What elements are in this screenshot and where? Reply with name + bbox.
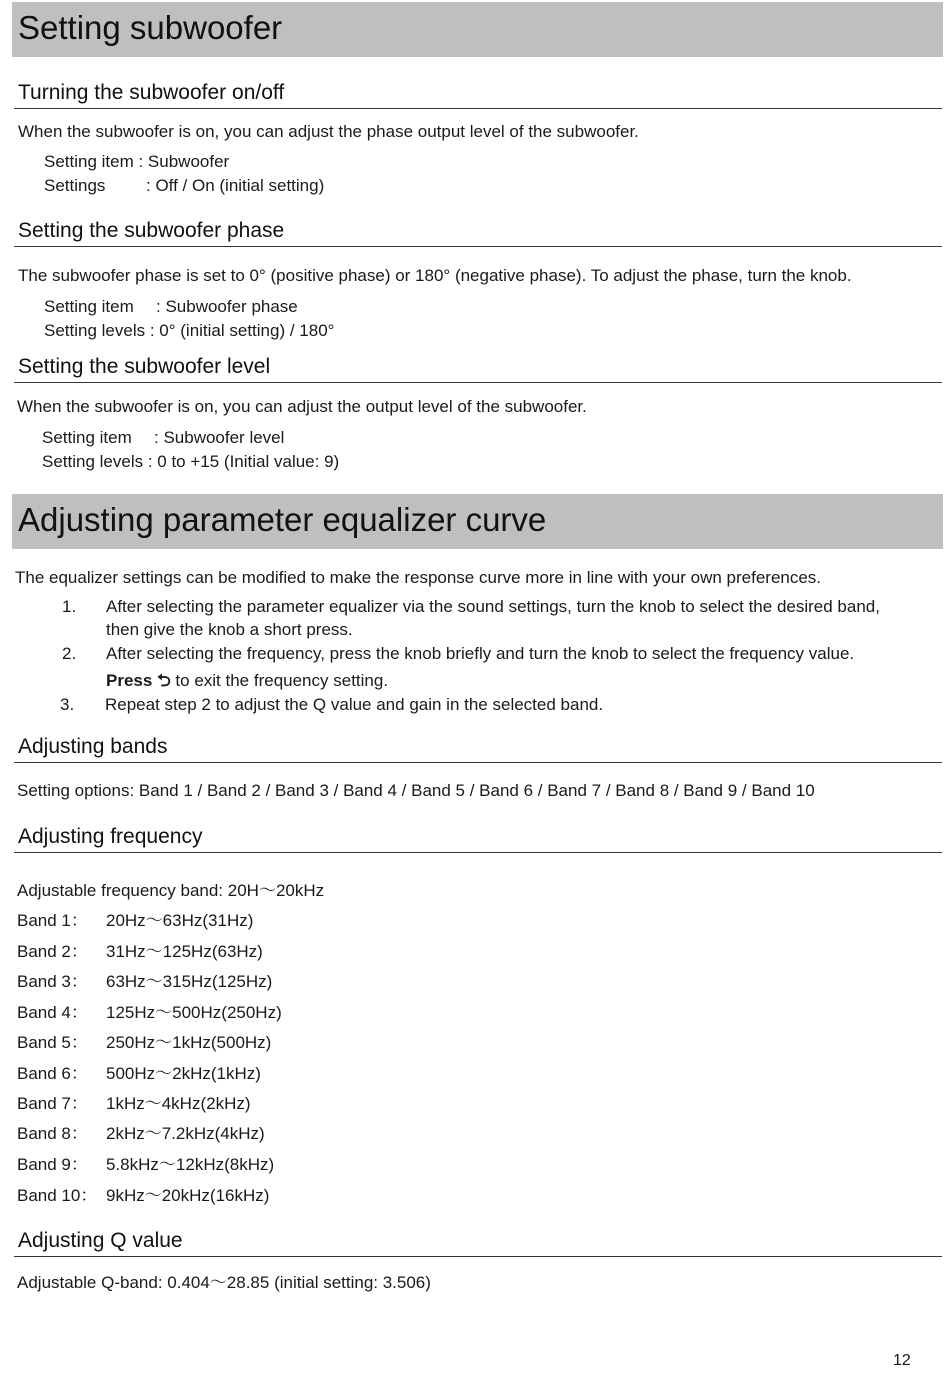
heading-text: Adjusting bands: [18, 735, 168, 758]
band-value: 31Hz～125Hz(63Hz): [106, 942, 263, 961]
heading-text: Turning the subwoofer on/off: [18, 81, 285, 104]
frequency-range: Adjustable frequency band: 20H～20kHz: [17, 881, 325, 900]
heading-text: Adjusting Q value: [18, 1229, 183, 1252]
band-label: Band 8：: [17, 1124, 88, 1143]
section-banner-subwoofer: [12, 2, 943, 57]
step-1-line-2: then give the knob a short press.: [106, 620, 353, 639]
band-label: Band 1：: [17, 911, 88, 930]
step-number: 2.: [62, 644, 77, 663]
band-value: 250Hz～1kHz(500Hz): [106, 1033, 272, 1052]
band-label: Band 7：: [17, 1094, 88, 1113]
phase-item-label: Setting item: [44, 297, 134, 316]
band-value: 500Hz～2kHz(1kHz): [106, 1064, 261, 1083]
band-value: 5.8kHz～12kHz(8kHz): [106, 1155, 275, 1174]
band-value: 20Hz～63Hz(31Hz): [106, 911, 254, 930]
band-label: Band 6：: [17, 1064, 88, 1083]
phase-levels: Setting levels : 0° (initial setting) / 180°: [44, 321, 335, 340]
return-icon: ⮌: [157, 671, 171, 690]
band-value: 63Hz～315Hz(125Hz): [106, 972, 273, 991]
level-intro: When the subwoofer is on, you can adjust the output level of the subwoofer.: [17, 397, 587, 416]
onoff-settings-label: Settings: [44, 176, 106, 195]
band-label: Band 9：: [17, 1155, 88, 1174]
step-1-line-1: After selecting the parameter equalizer via the sound settings, turn the knob to select the desired band,: [106, 597, 880, 616]
onoff-item: Setting item : Subwoofer: [44, 152, 230, 171]
equalizer-intro: The equalizer settings can be modified to make the response curve more in line with your own preferences.: [15, 568, 822, 587]
section-title: Setting subwoofer: [18, 9, 283, 46]
heading-frequency: [14, 822, 942, 853]
heading-phase: [14, 216, 942, 247]
band-label: Band 4：: [17, 1003, 88, 1022]
heading-bands: [14, 732, 942, 763]
heading-text: Adjusting frequency: [18, 825, 203, 848]
bands-options: Setting options: Band 1 / Band 2 / Band 3 / Band 4 / Band 5 / Band 6 / Band 7 / Band 8 / Band 9 / Band 10: [17, 781, 815, 800]
step-number: 3.: [60, 695, 75, 714]
heading-text: Setting the subwoofer level: [18, 355, 271, 378]
section-banner-equalizer: [12, 494, 943, 549]
page-number: 12: [893, 1352, 911, 1369]
band-label: Band 10：: [17, 1186, 98, 1205]
onoff-settings-value: : Off / On (initial setting): [146, 176, 325, 195]
heading-text: Setting the subwoofer phase: [18, 219, 285, 242]
press-label: Press: [106, 671, 153, 690]
step-2-rest: to exit the frequency setting.: [175, 671, 389, 690]
heading-level: [14, 352, 942, 383]
level-item-label: Setting item: [42, 428, 132, 447]
phase-item-value: : Subwoofer phase: [156, 297, 298, 316]
onoff-intro: When the subwoofer is on, you can adjust the phase output level of the subwoofer.: [18, 122, 639, 141]
phase-intro: The subwoofer phase is set to 0° (positive phase) or 180° (negative phase). To adjust the phase, turn the knob.: [18, 266, 852, 285]
band-label: Band 2：: [17, 942, 88, 961]
step-number: 1.: [62, 597, 77, 616]
band-value: 2kHz～7.2kHz(4kHz): [106, 1124, 265, 1143]
q-range: Adjustable Q-band: 0.404～28.85 (initial setting: 3.506): [17, 1273, 431, 1292]
level-item-value: : Subwoofer level: [154, 428, 285, 447]
band-label: Band 5：: [17, 1033, 88, 1052]
band-value: 125Hz～500Hz(250Hz): [106, 1003, 282, 1022]
section-title: Adjusting parameter equalizer curve: [18, 501, 547, 538]
step-3-line-1: Repeat step 2 to adjust the Q value and gain in the selected band.: [105, 695, 604, 714]
heading-onoff: [14, 78, 942, 109]
heading-q-value: [14, 1227, 942, 1257]
band-value: 9kHz～20kHz(16kHz): [106, 1186, 270, 1205]
step-2-line-2: [106, 668, 388, 697]
band-value: 1kHz～4kHz(2kHz): [106, 1094, 251, 1113]
step-2-line-1: After selecting the frequency, press the knob briefly and turn the knob to select the frequency value.: [106, 644, 855, 663]
band-label: Band 3：: [17, 972, 88, 991]
level-levels: Setting levels : 0 to +15 (Initial value: 9): [42, 452, 340, 471]
